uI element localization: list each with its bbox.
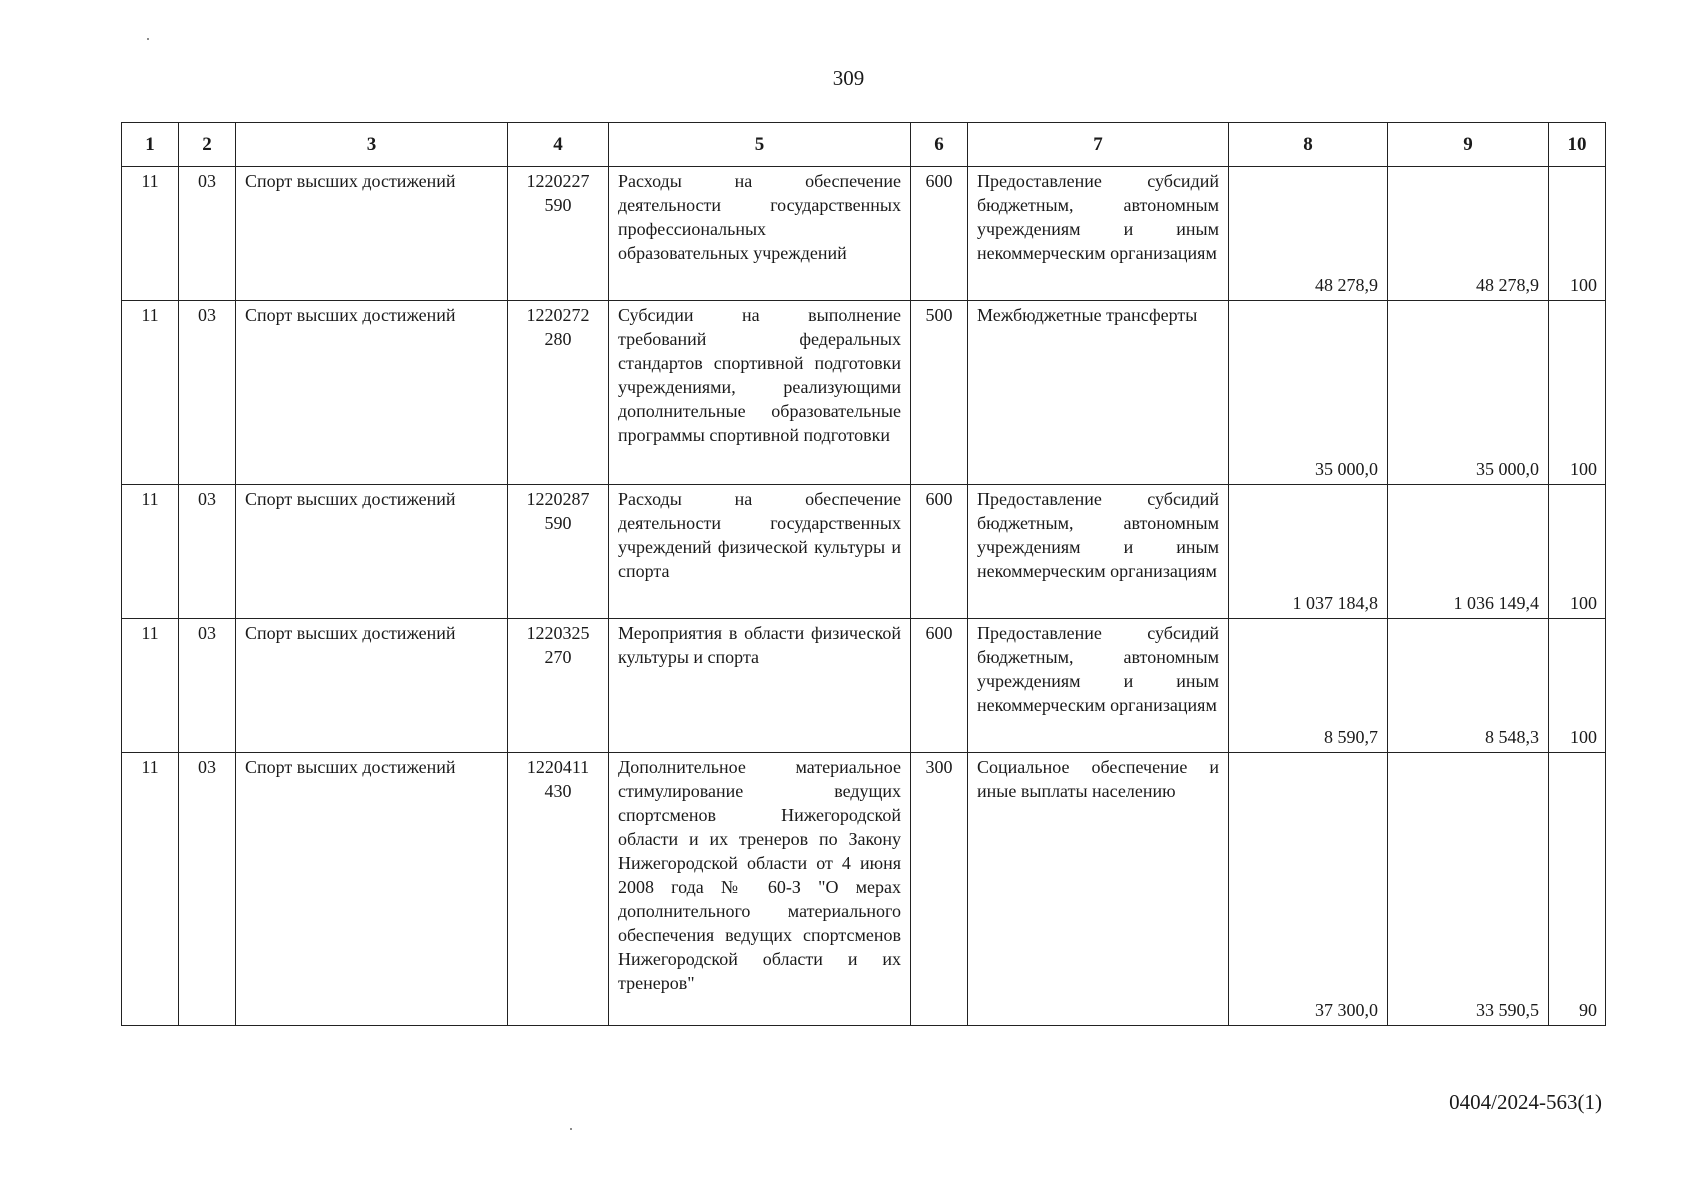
target-article-code: 1220325 270 bbox=[508, 619, 609, 753]
expense-type-name: Предоставление субсидий бюджетным, автономным учреждениям и иным некоммерческим организациям bbox=[968, 619, 1229, 753]
subsection-name: Спорт высших достижений bbox=[236, 619, 508, 753]
execution-percent: 90 bbox=[1549, 753, 1606, 1026]
target-article-code: 1220411 430 bbox=[508, 753, 609, 1026]
target-article-name: Субсидии на выполнение требований федеральных стандартов спортивной подготовки учреждениями, реализующими дополнительные образовательные программы спортивной подготовки bbox=[609, 301, 911, 485]
expense-type-name: Предоставление субсидий бюджетным, автономным учреждениям и иным некоммерческим организациям bbox=[968, 485, 1229, 619]
target-article-code: 1220227 590 bbox=[508, 167, 609, 301]
planned-amount: 1 037 184,8 bbox=[1229, 485, 1388, 619]
column-header: 1 bbox=[122, 123, 179, 167]
subsection-name: Спорт высших достижений bbox=[236, 301, 508, 485]
header-row bbox=[122, 123, 1606, 167]
subsection-name: Спорт высших достижений bbox=[236, 753, 508, 1026]
planned-amount: 48 278,9 bbox=[1229, 167, 1388, 301]
subsection-name: Спорт высших достижений bbox=[236, 167, 508, 301]
table-row bbox=[122, 301, 1606, 485]
column-header: 6 bbox=[911, 123, 968, 167]
target-article-code: 1220272 280 bbox=[508, 301, 609, 485]
scan-speck bbox=[147, 38, 149, 40]
expense-type-code: 600 bbox=[911, 619, 968, 753]
column-header: 5 bbox=[609, 123, 911, 167]
planned-amount: 37 300,0 bbox=[1229, 753, 1388, 1026]
column-header: 8 bbox=[1229, 123, 1388, 167]
target-article-code: 1220287 590 bbox=[508, 485, 609, 619]
section-code: 11 bbox=[122, 167, 179, 301]
target-article-name: Расходы на обеспечение деятельности государственных профессиональных образовательных учреждений bbox=[609, 167, 911, 301]
subsection-code: 03 bbox=[179, 301, 236, 485]
execution-percent: 100 bbox=[1549, 301, 1606, 485]
target-article-name: Мероприятия в области физической культуры и спорта bbox=[609, 619, 911, 753]
column-header: 10 bbox=[1549, 123, 1606, 167]
column-header: 3 bbox=[236, 123, 508, 167]
table-row bbox=[122, 619, 1606, 753]
section-code: 11 bbox=[122, 619, 179, 753]
expense-type-code: 600 bbox=[911, 167, 968, 301]
document-id: 0404/2024-563(1) bbox=[1449, 1090, 1602, 1114]
execution-percent: 100 bbox=[1549, 485, 1606, 619]
actual-amount: 48 278,9 bbox=[1388, 167, 1549, 301]
expense-type-code: 600 bbox=[911, 485, 968, 619]
subsection-code: 03 bbox=[179, 167, 236, 301]
execution-percent: 100 bbox=[1549, 619, 1606, 753]
actual-amount: 33 590,5 bbox=[1388, 753, 1549, 1026]
expense-type-code: 500 bbox=[911, 301, 968, 485]
planned-amount: 8 590,7 bbox=[1229, 619, 1388, 753]
column-header: 9 bbox=[1388, 123, 1549, 167]
subsection-code: 03 bbox=[179, 619, 236, 753]
actual-amount: 35 000,0 bbox=[1388, 301, 1549, 485]
budget-table bbox=[121, 122, 1606, 1026]
column-header: 2 bbox=[179, 123, 236, 167]
actual-amount: 1 036 149,4 bbox=[1388, 485, 1549, 619]
expense-type-name: Предоставление субсидий бюджетным, автономным учреждениям и иным некоммерческим организациям bbox=[968, 167, 1229, 301]
target-article-name: Дополнительное материальное стимулирование ведущих спортсменов Нижегородской области и их тренеров по Закону Нижегородской области от 4 июня 2008 года № 60-З "О мерах дополнительного материального обеспечения ведущих спортсменов Нижегородской области и их тренеров" bbox=[609, 753, 911, 1026]
planned-amount: 35 000,0 bbox=[1229, 301, 1388, 485]
page-number: 309 bbox=[832, 66, 865, 90]
execution-percent: 100 bbox=[1549, 167, 1606, 301]
section-code: 11 bbox=[122, 485, 179, 619]
section-code: 11 bbox=[122, 753, 179, 1026]
expense-type-code: 300 bbox=[911, 753, 968, 1026]
subsection-name: Спорт высших достижений bbox=[236, 485, 508, 619]
table-row bbox=[122, 485, 1606, 619]
subsection-code: 03 bbox=[179, 485, 236, 619]
target-article-name: Расходы на обеспечение деятельности государственных учреждений физической культуры и спорта bbox=[609, 485, 911, 619]
table-row bbox=[122, 753, 1606, 1026]
actual-amount: 8 548,3 bbox=[1388, 619, 1549, 753]
expense-type-name: Социальное обеспечение и иные выплаты населению bbox=[968, 753, 1229, 1026]
section-code: 11 bbox=[122, 301, 179, 485]
expense-type-name: Межбюджетные трансферты bbox=[968, 301, 1229, 485]
subsection-code: 03 bbox=[179, 753, 236, 1026]
column-header: 7 bbox=[968, 123, 1229, 167]
scan-speck bbox=[570, 1128, 572, 1130]
column-header: 4 bbox=[508, 123, 609, 167]
table-row bbox=[122, 167, 1606, 301]
